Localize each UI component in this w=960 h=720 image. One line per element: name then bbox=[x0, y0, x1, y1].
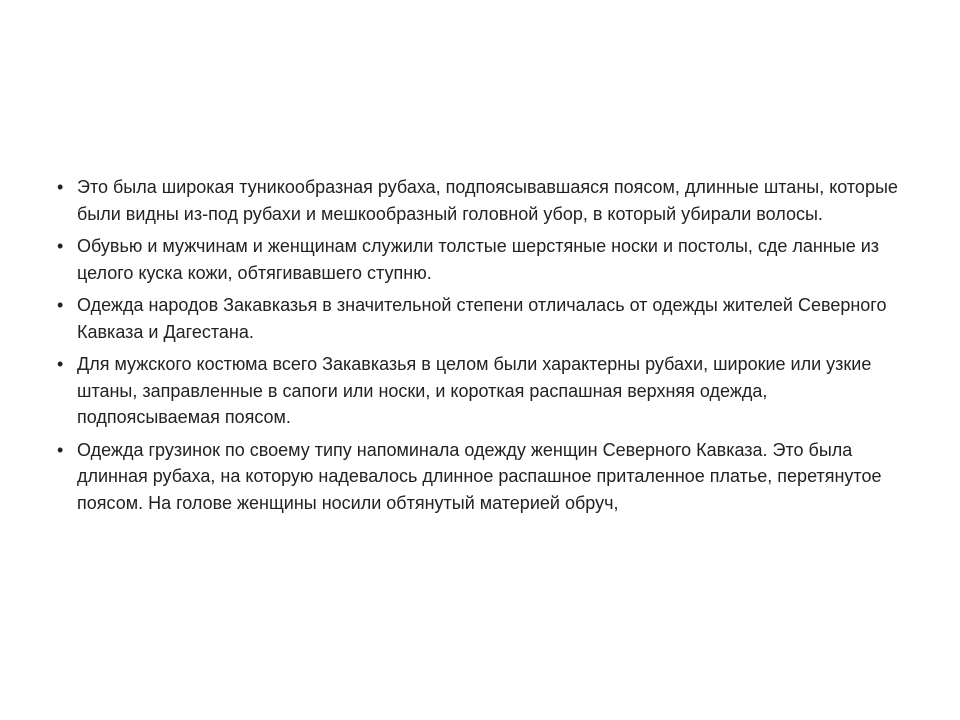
bullet-dot-icon: • bbox=[57, 439, 64, 460]
bullet-text: Для мужского костюма всего Закавказья в целом были характерны рубахи, широкие или узкие штаны, заправленные в сапоги или носки, и короткая распашная верхняя одежда, подпоясываемая поясом. bbox=[77, 354, 872, 427]
bullet-text: Одежда народов Закавказья в значительной степени отличалась от одежды жителей Северного Кавказа и Дагестана. bbox=[77, 295, 887, 342]
bullet-text: Обувью и мужчинам и женщинам служили толстые шерстяные носки и постолы, сде ланные из целого куска кожи, обтягивавшего ступню. bbox=[77, 236, 880, 283]
bullet-dot-icon: • bbox=[57, 295, 64, 315]
bullet-item bbox=[56, 437, 906, 517]
bullet-dot-icon: • bbox=[57, 354, 64, 374]
bullet-item bbox=[56, 351, 906, 431]
bullet-item bbox=[56, 233, 906, 286]
bullet-dot-icon: • bbox=[57, 236, 64, 256]
bullet-item bbox=[56, 292, 906, 345]
bullet-dot-icon: • bbox=[57, 177, 64, 197]
bullet-item bbox=[56, 174, 906, 227]
bullet-text: Одежда грузинок по своему типу напоминала одежду женщин Северного Кавказа. Это была длинная рубаха, на которую надевалось длинное распашное приталенное платье, перетянутое поясом. На голове женщины носили обтянутый материей обруч, bbox=[77, 439, 882, 513]
bullet-list bbox=[56, 174, 906, 522]
bullet-text: Это была широкая туникообразная рубаха, подпоясывавшаяся поясом, длинные штаны, которые были видны из-под рубахи и мешкообразный головной убор, в который убирали волосы. bbox=[77, 177, 898, 224]
